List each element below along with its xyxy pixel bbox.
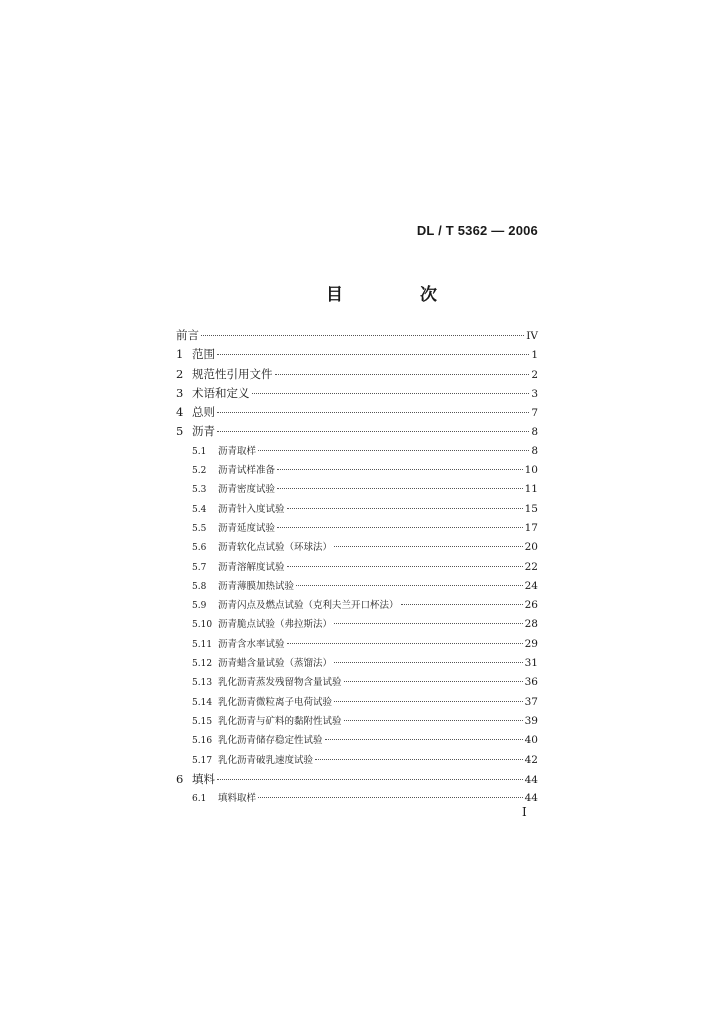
toc-entry[interactable] — [176, 539, 538, 558]
toc-entry-page: 29 — [524, 637, 538, 650]
toc-entry-number: 5 — [176, 424, 184, 439]
toc-leader-dots — [401, 604, 523, 605]
toc-entry-number: 2 — [176, 366, 184, 381]
toc-entry-page: 15 — [524, 502, 538, 515]
toc-entry[interactable] — [176, 327, 538, 346]
toc-entry-title: 乳化沥青微粒离子电荷试验 — [218, 696, 333, 708]
toc-entry-number: 5.6 — [192, 543, 207, 554]
toc-entry-number: 5.2 — [192, 466, 207, 477]
standard-code: DL / T 5362 — 2006 — [416, 223, 538, 238]
toc-entry-title: 范围 — [192, 347, 215, 362]
toc-entry-title: 沥青薄膜加热试验 — [218, 580, 295, 592]
toc-entry-number: 5.3 — [192, 485, 207, 496]
toc-entry-page: 22 — [524, 560, 538, 573]
toc-entry-title: 沥青脆点试验（弗拉斯法） — [218, 619, 333, 631]
toc-leader-dots — [344, 681, 523, 682]
toc-entry-title: 沥青密度试验 — [218, 484, 276, 496]
toc-entry-number: 5.16 — [192, 736, 213, 747]
toc-entry[interactable] — [176, 732, 538, 751]
toc-entry-page: 39 — [524, 714, 538, 727]
toc-entry-number: 5.1 — [192, 446, 207, 457]
toc-entry-title: 乳化沥青储存稳定性试验 — [218, 735, 323, 747]
toc-entry-title: 填料 — [192, 771, 215, 786]
toc-entry-page: 11 — [524, 483, 538, 496]
toc-leader-dots — [277, 469, 523, 470]
toc-entry-title: 乳化沥青与矿料的黏附性试验 — [218, 715, 342, 727]
toc-leader-dots — [344, 720, 523, 721]
toc-entry-number: 5.7 — [192, 562, 207, 573]
toc-entry-number: 5.15 — [192, 716, 213, 727]
toc-entry-page: 28 — [524, 618, 538, 631]
toc-entry-page: 2 — [531, 368, 538, 381]
toc-entry[interactable] — [176, 713, 538, 732]
toc-entry-title: 沥青 — [192, 424, 215, 439]
toc-entry-title: 前言 — [176, 328, 199, 342]
toc-entry[interactable] — [176, 423, 538, 442]
toc-entry-number: 5.9 — [192, 601, 207, 612]
toc-entry[interactable] — [176, 752, 538, 771]
toc-entry-page: 26 — [524, 599, 538, 612]
toc-entry-number: 5.11 — [192, 639, 213, 650]
toc-entry-page: 7 — [531, 407, 538, 420]
toc-entry-title: 沥青闪点及燃点试验（克利夫兰开口杯法） — [218, 600, 399, 612]
toc-entry-number: 5.14 — [192, 697, 213, 708]
toc-entry-page: 8 — [531, 444, 538, 457]
toc-entry[interactable] — [176, 790, 538, 809]
toc-entry-number: 5.12 — [192, 659, 213, 670]
toc-entry[interactable] — [176, 385, 538, 404]
toc-leader-dots — [287, 508, 523, 509]
toc-entry[interactable] — [176, 616, 538, 635]
toc-entry[interactable] — [176, 559, 538, 578]
toc-entry-number: 6 — [176, 771, 184, 786]
toc-entry-title: 填料取样 — [218, 793, 257, 805]
toc-title: 目 次 — [326, 285, 467, 305]
toc-entry-title: 沥青蜡含量试验（蒸馏法） — [218, 658, 333, 670]
toc-leader-dots — [252, 393, 530, 394]
toc-entry-number: 5.10 — [192, 620, 213, 631]
toc-entry-page: 44 — [524, 773, 538, 786]
toc-leader-dots — [258, 450, 529, 451]
toc-leader-dots — [296, 585, 523, 586]
toc-entry-title: 总则 — [192, 405, 215, 420]
toc-entry-number: 6.1 — [192, 794, 207, 805]
toc-entry-title: 沥青软化点试验（环球法） — [218, 542, 333, 554]
toc-leader-dots — [217, 779, 523, 780]
toc-entry-title: 沥青针入度试验 — [218, 503, 285, 515]
toc-leader-dots — [258, 797, 523, 798]
toc-entry-page: 17 — [524, 521, 538, 534]
toc-entry[interactable] — [176, 346, 538, 365]
toc-entry-page: 24 — [524, 579, 538, 592]
toc-entry[interactable] — [176, 674, 538, 693]
toc-entry-number: 1 — [176, 347, 184, 362]
toc-entry[interactable] — [176, 597, 538, 616]
toc-entry[interactable] — [176, 655, 538, 674]
toc-entry-number: 5.17 — [192, 755, 213, 766]
toc-leader-dots — [325, 739, 523, 740]
toc-entry-title: 沥青含水率试验 — [218, 638, 285, 650]
toc-entry-number: 5.5 — [192, 523, 207, 534]
table-of-contents — [176, 327, 538, 809]
toc-leader-dots — [334, 546, 523, 547]
toc-entry[interactable] — [176, 443, 538, 462]
toc-entry-title: 沥青延度试验 — [218, 522, 276, 534]
toc-entry-page: 3 — [531, 387, 538, 400]
toc-entry-page: 10 — [524, 464, 538, 477]
toc-entry-number: 5.4 — [192, 504, 207, 515]
toc-leader-dots — [201, 335, 524, 336]
toc-leader-dots — [287, 566, 523, 567]
toc-entry-title: 沥青取样 — [218, 445, 257, 457]
toc-entry-title: 乳化沥青蒸发残留物含量试验 — [218, 677, 342, 689]
toc-entry-page: 20 — [524, 541, 538, 554]
toc-entry-page: 42 — [524, 753, 538, 766]
toc-entry-page: 31 — [524, 657, 538, 670]
toc-leader-dots — [277, 488, 523, 489]
toc-entry[interactable] — [176, 481, 538, 500]
toc-entry-number: 3 — [176, 385, 184, 400]
toc-entry-title: 术语和定义 — [192, 385, 250, 400]
toc-entry-page: 8 — [531, 426, 538, 439]
toc-leader-dots — [275, 374, 530, 375]
toc-entry[interactable] — [176, 694, 538, 713]
toc-entry[interactable] — [176, 404, 538, 423]
toc-leader-dots — [315, 759, 523, 760]
toc-entry-page: 37 — [524, 695, 538, 708]
toc-entry-number: 5.8 — [192, 581, 207, 592]
toc-entry[interactable] — [176, 636, 538, 655]
toc-leader-dots — [277, 527, 523, 528]
toc-leader-dots — [334, 623, 523, 624]
toc-entry-title: 规范性引用文件 — [192, 366, 273, 381]
toc-entry-title: 沥青溶解度试验 — [218, 561, 285, 573]
toc-leader-dots — [334, 662, 523, 663]
toc-entry-page: 44 — [524, 792, 538, 805]
toc-leader-dots — [334, 701, 523, 702]
toc-entry-page: 36 — [524, 676, 538, 689]
toc-leader-dots — [287, 643, 523, 644]
toc-entry[interactable] — [176, 578, 538, 597]
toc-entry[interactable] — [176, 462, 538, 481]
toc-entry-page: 40 — [524, 734, 538, 747]
toc-entry[interactable] — [176, 771, 538, 790]
toc-entry-title: 乳化沥青破乳速度试验 — [218, 754, 314, 766]
toc-entry-number: 5.13 — [192, 678, 213, 689]
toc-leader-dots — [217, 412, 529, 413]
toc-entry-page: 1 — [531, 349, 538, 362]
toc-leader-dots — [217, 431, 529, 432]
toc-entry[interactable] — [176, 520, 538, 539]
toc-leader-dots — [217, 354, 529, 355]
toc-entry-title: 沥青试样准备 — [218, 465, 276, 477]
toc-entry[interactable] — [176, 501, 538, 520]
page-number: I — [522, 805, 527, 819]
toc-entry-number: 4 — [176, 405, 184, 420]
toc-entry-page: IV — [526, 330, 538, 342]
toc-entry[interactable] — [176, 366, 538, 385]
